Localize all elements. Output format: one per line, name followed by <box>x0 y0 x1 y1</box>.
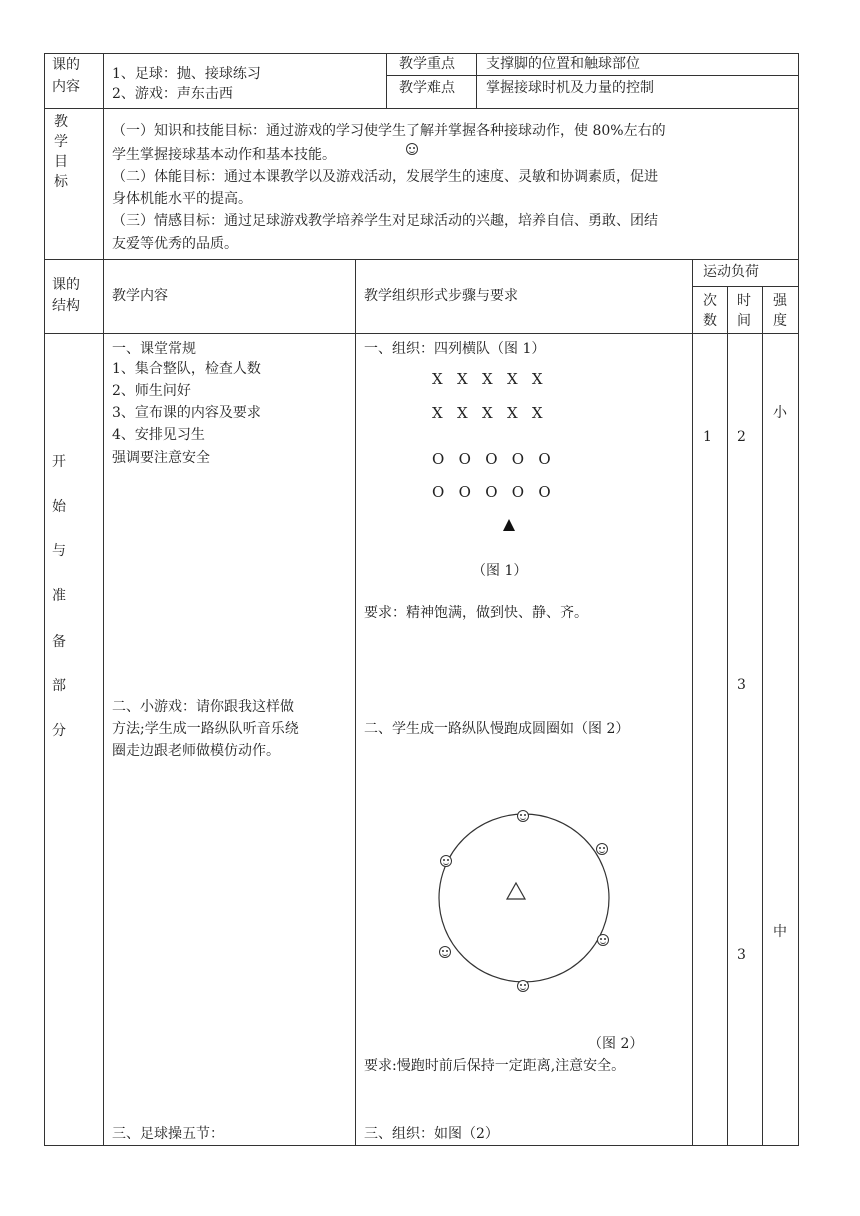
load-header: 运动负荷 <box>703 264 759 280</box>
objective-line-5: （三）情感目标：通过足球游戏教学培养学生对足球活动的兴趣，培养自信、勇敢、团结 <box>112 213 658 229</box>
count-header-2: 数 <box>703 313 717 329</box>
figure-1-caption: （图 1） <box>472 563 528 579</box>
section-char-5: 备 <box>52 634 66 650</box>
table-border-bottom <box>44 1145 799 1146</box>
objective-line-1: （一）知识和技能目标：通过游戏的学习使学生了解并掌握各种接球动作，使 80%左右的 <box>112 123 666 139</box>
time-header-1: 时 <box>737 293 751 309</box>
table-border-right <box>798 53 799 1145</box>
student-icon <box>596 843 608 855</box>
col-divider-keypoint-value <box>476 53 477 109</box>
section-char-3: 与 <box>52 543 66 559</box>
col-divider-count <box>727 286 728 1145</box>
objectives-label-4: 标 <box>54 174 68 190</box>
key-point-label: 教学重点 <box>399 56 455 72</box>
content-line: 强调要注意安全 <box>112 450 210 466</box>
student-icon <box>439 946 451 958</box>
content-header: 教学内容 <box>112 288 168 304</box>
objective-line-3: （二）体能目标：通过本课教学以及游戏活动，发展学生的速度、灵敏和协调素质，促进 <box>112 169 658 185</box>
count-value: 1 <box>703 429 712 445</box>
circle-formation-diagram <box>430 805 620 995</box>
structure-header-1: 课的 <box>52 277 80 293</box>
content-item-2: 2、游戏：声东击西 <box>112 86 233 102</box>
content-line: 2、师生问好 <box>112 383 191 399</box>
formation-row: X X X X X <box>432 370 543 388</box>
objective-line-2: 学生掌握接球基本动作和基本技能。 <box>112 147 336 163</box>
row-divider-content <box>44 108 799 109</box>
content-line: 二、小游戏：请你跟我这样做 <box>112 699 294 715</box>
col-divider-keypoint-label <box>386 53 387 109</box>
content-line: 4、安排见习生 <box>112 427 205 443</box>
col-divider-label <box>103 53 104 1145</box>
content-line: 三、足球操五节： <box>112 1126 224 1142</box>
section-char-1: 开 <box>52 454 66 470</box>
organization-header: 教学组织形式步骤与要求 <box>364 288 518 304</box>
structure-header-2: 结构 <box>52 298 80 314</box>
figure-2-caption: （图 2） <box>588 1036 644 1052</box>
requirement-2: 要求:慢跑时前后保持一定距离,注意安全。 <box>364 1058 626 1074</box>
objective-line-6: 友爱等优秀的品质。 <box>112 236 238 252</box>
time-value: 3 <box>737 947 746 963</box>
time-value: 2 <box>737 429 746 445</box>
difficulty-label: 教学难点 <box>399 80 455 96</box>
section-char-2: 始 <box>52 499 66 515</box>
teacher-triangle-icon <box>502 518 516 532</box>
col-divider-content <box>355 259 356 1145</box>
table-border-left <box>44 53 45 1145</box>
row-divider-objectives <box>44 259 799 260</box>
student-icon <box>517 980 529 992</box>
content-label-2: 内容 <box>52 79 80 95</box>
col-divider-organization <box>692 259 693 1145</box>
time-value: 3 <box>737 677 746 693</box>
time-header-2: 间 <box>737 313 751 329</box>
formation-row: X X X X X <box>432 404 543 422</box>
student-icon <box>517 810 529 822</box>
col-divider-time <box>762 286 763 1145</box>
objective-line-4: 身体机能水平的提高。 <box>112 191 252 207</box>
content-label-1: 课的 <box>52 57 80 73</box>
header-divider <box>386 75 799 76</box>
objectives-label-1: 教 <box>54 114 68 130</box>
objectives-label-3: 目 <box>54 154 68 170</box>
difficulty-value: 掌握接球时机及力量的控制 <box>486 80 654 96</box>
intensity-value: 小 <box>773 405 787 421</box>
organization-step-3: 三、组织：如图（2） <box>364 1126 499 1142</box>
intensity-header-1: 强 <box>773 293 787 309</box>
row-divider-table-header <box>44 333 799 334</box>
count-header-1: 次 <box>703 293 717 309</box>
requirement-1: 要求：精神饱满，做到快、静、齐。 <box>364 605 588 621</box>
content-line: 3、宣布课的内容及要求 <box>112 405 261 421</box>
formation-row: O O O O O <box>432 483 551 501</box>
objectives-label-2: 学 <box>54 134 68 150</box>
organization-step-2: 二、学生成一路纵队慢跑成圆圈如（图 2） <box>364 721 630 737</box>
load-header-divider <box>692 286 799 287</box>
section-char-7: 分 <box>52 723 66 739</box>
formation-row: O O O O O <box>432 450 551 468</box>
student-icon <box>440 855 452 867</box>
organization-step-1: 一、组织：四列横队（图 1） <box>364 341 546 357</box>
content-line: 1、集合整队，检查人数 <box>112 361 261 377</box>
content-line: 方法;学生成一路纵队听音乐绕 <box>112 721 299 737</box>
section-char-4: 准 <box>52 588 66 604</box>
student-icon <box>597 934 609 946</box>
section-char-6: 部 <box>52 678 66 694</box>
content-line: 圈走边跟老师做模仿动作。 <box>112 743 280 759</box>
key-point-value: 支撑脚的位置和触球部位 <box>486 56 640 72</box>
intensity-value: 中 <box>773 924 787 940</box>
content-line: 一、课堂常规 <box>112 341 196 357</box>
content-item-1: 1、足球：抛、接球练习 <box>112 66 261 82</box>
smiley-icon <box>406 143 418 155</box>
intensity-header-2: 度 <box>773 313 787 329</box>
